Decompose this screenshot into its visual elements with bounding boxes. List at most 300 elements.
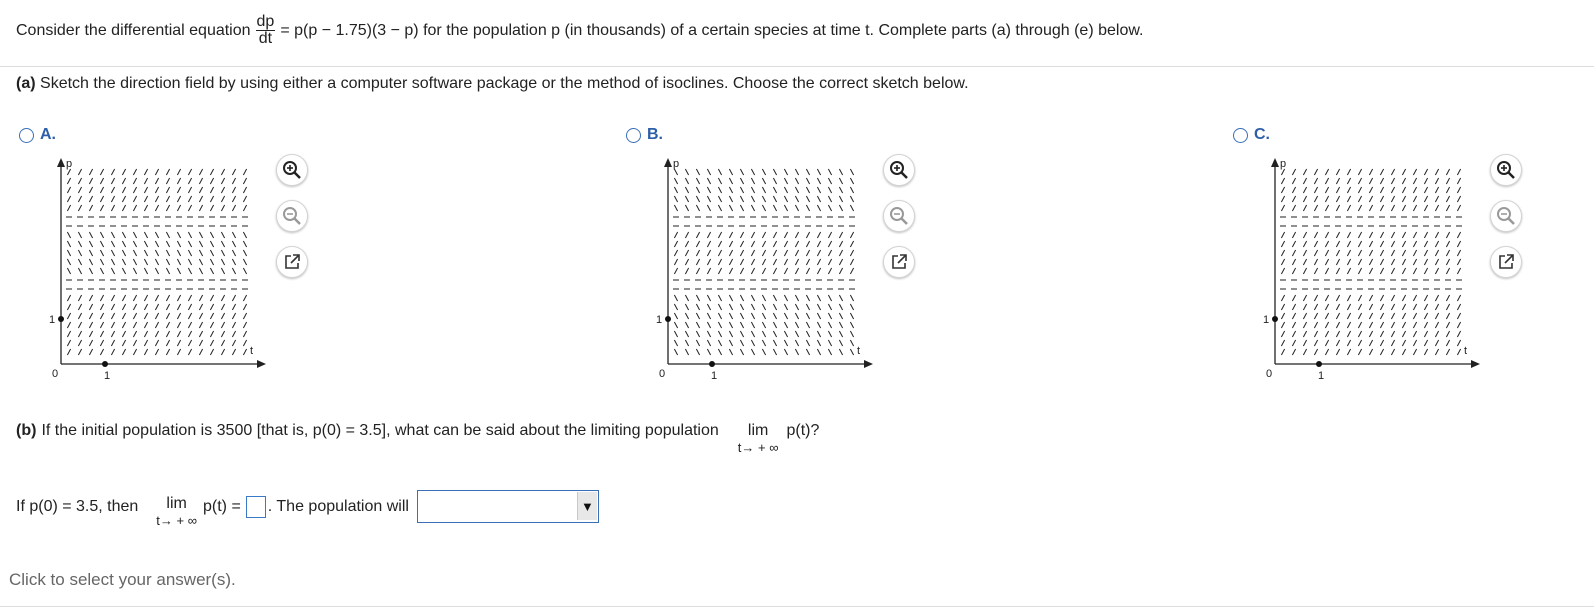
slope-segment: [166, 187, 169, 193]
slope-segment: [1358, 322, 1361, 328]
slope-segment: [166, 313, 169, 319]
part-b-prompt: [16, 422, 819, 455]
dropdown-arrow-icon[interactable]: ▼: [577, 492, 597, 520]
slope-segment: [155, 304, 158, 310]
slope-segment: [155, 250, 158, 256]
slope-segment: [232, 169, 235, 175]
slope-segment: [1380, 250, 1383, 256]
slope-segment: [762, 232, 765, 238]
population-behavior-dropdown[interactable]: [417, 490, 599, 523]
divider: [0, 66, 1594, 67]
slope-segment: [762, 313, 765, 319]
slope-segment: [806, 205, 809, 211]
slope-segment: [1336, 322, 1339, 328]
slope-segment: [1358, 241, 1361, 247]
slope-segment: [221, 268, 224, 274]
slope-segment: [243, 340, 246, 346]
popout-icon[interactable]: [883, 246, 915, 278]
slope-segment: [773, 241, 776, 247]
slope-segment: [67, 340, 70, 346]
slope-segment: [1347, 169, 1350, 175]
slope-segment: [696, 259, 699, 265]
slope-segment: [210, 205, 213, 211]
slope-segment: [1336, 205, 1339, 211]
slope-segment: [718, 196, 721, 202]
slope-segment: [199, 178, 202, 184]
slope-segment: [1413, 232, 1416, 238]
slope-segment: [1358, 250, 1361, 256]
zoom-in-icon[interactable]: [276, 154, 308, 186]
slope-segment: [1380, 268, 1383, 274]
part-b-answer-line: [16, 485, 599, 528]
slope-segment: [1325, 313, 1328, 319]
slope-segment: [696, 349, 699, 355]
slope-segment: [1402, 178, 1405, 184]
slope-segment: [707, 268, 710, 274]
slope-segment: [177, 250, 180, 256]
slope-segment: [1457, 340, 1460, 346]
slope-segment: [111, 196, 114, 202]
slope-segment: [1391, 196, 1394, 202]
slope-segment: [1325, 169, 1328, 175]
slope-segment: [177, 349, 180, 355]
t-tick-label: 1: [1318, 370, 1325, 382]
slope-segment: [67, 259, 70, 265]
slope-segment: [1336, 295, 1339, 301]
slope-segment: [1413, 178, 1416, 184]
radio-c[interactable]: [1233, 128, 1248, 143]
slope-segment: [1314, 268, 1317, 274]
limit-word: lim: [747, 422, 769, 439]
slope-segment: [122, 205, 125, 211]
slope-segment: [1380, 187, 1383, 193]
slope-segment: [707, 196, 710, 202]
slope-segment: [674, 250, 677, 256]
slope-segment: [729, 169, 732, 175]
slope-segment: [243, 313, 246, 319]
slope-segment: [232, 178, 235, 184]
slope-segment: [122, 268, 125, 274]
slope-segment: [751, 178, 754, 184]
slope-segment: [718, 187, 721, 193]
slope-segment: [100, 322, 103, 328]
slope-segment: [133, 187, 136, 193]
slope-segment: [232, 295, 235, 301]
slope-segment: [144, 250, 147, 256]
slope-segment: [1336, 169, 1339, 175]
slope-segment: [1457, 187, 1460, 193]
slope-segment: [817, 268, 820, 274]
slope-segment: [773, 331, 776, 337]
slope-segment: [773, 196, 776, 202]
slope-segment: [1380, 205, 1383, 211]
slope-segment: [839, 250, 842, 256]
slope-segment: [674, 349, 677, 355]
slope-segment: [773, 187, 776, 193]
option-c[interactable]: [1233, 126, 1270, 144]
slope-segment: [1281, 295, 1284, 301]
slope-segment: [199, 268, 202, 274]
slope-segment: [1402, 232, 1405, 238]
slope-segment: [100, 205, 103, 211]
slope-segment: [751, 196, 754, 202]
slope-segment: [1347, 322, 1350, 328]
option-a[interactable]: [19, 126, 56, 144]
slope-segment: [1424, 322, 1427, 328]
slope-segment: [1347, 349, 1350, 355]
slope-segment: [100, 169, 103, 175]
slope-segment: [685, 268, 688, 274]
slope-segment: [177, 232, 180, 238]
slope-segment: [1457, 331, 1460, 337]
slope-segment: [166, 295, 169, 301]
slope-segment: [1314, 304, 1317, 310]
slope-segment: [806, 196, 809, 202]
slope-segment: [210, 178, 213, 184]
slope-segment: [696, 196, 699, 202]
slope-segment: [751, 169, 754, 175]
slope-segment: [751, 295, 754, 301]
slope-segment: [685, 250, 688, 256]
fraction-numerator: dp: [256, 13, 275, 30]
slope-segment: [177, 340, 180, 346]
slope-segment: [243, 331, 246, 337]
slope-segment: [1391, 313, 1394, 319]
slope-segment: [89, 187, 92, 193]
slope-segment: [806, 313, 809, 319]
slope-segment: [1314, 322, 1317, 328]
slope-segment: [784, 349, 787, 355]
slope-segment: [1446, 250, 1449, 256]
limit-answer-input[interactable]: [246, 496, 266, 518]
slope-segment: [1424, 259, 1427, 265]
slope-segment: [188, 340, 191, 346]
slope-segment: [762, 322, 765, 328]
slope-segment: [1413, 241, 1416, 247]
slope-segment: [188, 331, 191, 337]
slope-segment: [1424, 268, 1427, 274]
slope-segment: [1446, 331, 1449, 337]
slope-segment: [78, 205, 81, 211]
limit-expression: p(t) =: [203, 497, 241, 515]
slope-segment: [78, 196, 81, 202]
slope-segment: [243, 187, 246, 193]
t-tick-dot: [1316, 361, 1322, 367]
slope-segment: [1303, 241, 1306, 247]
slope-segment: [839, 295, 842, 301]
slope-segment: [1314, 340, 1317, 346]
slope-segment: [806, 259, 809, 265]
slope-segment: [133, 322, 136, 328]
slope-segment: [1314, 313, 1317, 319]
slope-segment: [795, 259, 798, 265]
slope-segment: [1424, 178, 1427, 184]
zoom-out-icon[interactable]: [883, 200, 915, 232]
slope-segment: [177, 241, 180, 247]
slope-segment: [166, 349, 169, 355]
p-axis-arrow: [664, 158, 672, 167]
slope-segment: [111, 340, 114, 346]
slope-segment: [1292, 340, 1295, 346]
slope-segment: [67, 322, 70, 328]
slope-segment: [1347, 304, 1350, 310]
slope-segment: [773, 295, 776, 301]
slope-segment: [1358, 295, 1361, 301]
slope-segment: [122, 196, 125, 202]
bottom-divider: [0, 606, 1594, 607]
slope-segment: [1369, 313, 1372, 319]
slope-segment: [144, 196, 147, 202]
slope-segment: [67, 232, 70, 238]
slope-segment: [232, 196, 235, 202]
slope-segment: [221, 169, 224, 175]
zoom-in-icon[interactable]: [883, 154, 915, 186]
slope-segment: [78, 241, 81, 247]
slope-segment: [1292, 232, 1295, 238]
slope-segment: [1292, 205, 1295, 211]
p-tick-dot: [1272, 316, 1278, 322]
option-a-label: A.: [40, 126, 56, 143]
slope-segment: [762, 169, 765, 175]
slope-segment: [166, 232, 169, 238]
slope-segment: [685, 259, 688, 265]
slope-segment: [1391, 250, 1394, 256]
slope-segment: [729, 205, 732, 211]
slope-segment: [795, 268, 798, 274]
slope-segment: [1369, 187, 1372, 193]
slope-segment: [78, 331, 81, 337]
slope-segment: [850, 322, 853, 328]
slope-segment: [144, 187, 147, 193]
slope-segment: [232, 313, 235, 319]
slope-segment: [784, 331, 787, 337]
slope-segment: [740, 196, 743, 202]
slope-segment: [1281, 241, 1284, 247]
slope-segment: [839, 268, 842, 274]
slope-segment: [1325, 241, 1328, 247]
slope-segment: [1336, 187, 1339, 193]
slope-segment: [762, 349, 765, 355]
slope-segment: [1391, 340, 1394, 346]
slope-segment: [188, 268, 191, 274]
slope-segment: [1446, 187, 1449, 193]
slope-segment: [1303, 259, 1306, 265]
slope-segment: [828, 313, 831, 319]
slope-segment: [1402, 322, 1405, 328]
slope-segment: [817, 322, 820, 328]
slope-segment: [133, 178, 136, 184]
slope-segment: [696, 241, 699, 247]
slope-segment: [1358, 205, 1361, 211]
slope-segment: [1336, 178, 1339, 184]
slope-segment: [221, 187, 224, 193]
slope-segment: [1292, 169, 1295, 175]
zoom-out-icon[interactable]: [1490, 200, 1522, 232]
slope-segment: [133, 304, 136, 310]
slope-segment: [177, 268, 180, 274]
slope-segment: [839, 349, 842, 355]
slope-segment: [1424, 304, 1427, 310]
slope-segment: [1358, 304, 1361, 310]
zoom-out-icon[interactable]: [276, 200, 308, 232]
zoom-in-icon[interactable]: [1490, 154, 1522, 186]
slope-segment: [1424, 196, 1427, 202]
slope-segment: [1413, 259, 1416, 265]
slope-segment: [122, 250, 125, 256]
popout-icon[interactable]: [1490, 246, 1522, 278]
slope-segment: [795, 187, 798, 193]
slope-segment: [784, 250, 787, 256]
slope-segment: [784, 295, 787, 301]
slope-segment: [1325, 322, 1328, 328]
slope-segment: [89, 241, 92, 247]
slope-segment: [210, 349, 213, 355]
slope-segment: [1435, 295, 1438, 301]
slope-segment: [718, 313, 721, 319]
slope-segment: [232, 259, 235, 265]
slope-segment: [784, 187, 787, 193]
option-b[interactable]: [626, 126, 663, 144]
slope-segment: [850, 340, 853, 346]
slope-segment: [1325, 196, 1328, 202]
p-tick-label: 1: [49, 314, 56, 326]
slope-segment: [751, 205, 754, 211]
slope-segment: [1380, 196, 1383, 202]
t-axis-arrow: [257, 360, 266, 368]
slope-segment: [1380, 241, 1383, 247]
slope-segment: [850, 295, 853, 301]
part-b-text: If the initial population is 3500 [that is, p(0) = 3.5], what can be said about the limiting population: [41, 422, 719, 439]
slope-segment: [696, 304, 699, 310]
slope-segment: [166, 205, 169, 211]
slope-segment: [718, 205, 721, 211]
slope-segment: [78, 268, 81, 274]
slope-segment: [122, 304, 125, 310]
slope-segment: [1457, 313, 1460, 319]
limit-subscript: t→ + ∞: [737, 440, 779, 455]
slope-segment: [243, 178, 246, 184]
slope-segment: [100, 295, 103, 301]
slope-segment: [100, 232, 103, 238]
slope-segment: [199, 322, 202, 328]
slope-segment: [1413, 169, 1416, 175]
slope-segment: [729, 250, 732, 256]
slope-segment: [1314, 178, 1317, 184]
slope-segment: [685, 322, 688, 328]
slope-segment: [685, 241, 688, 247]
slope-segment: [839, 304, 842, 310]
slope-segment: [221, 250, 224, 256]
slope-segment: [729, 295, 732, 301]
slope-segment: [1380, 259, 1383, 265]
slope-segment: [210, 313, 213, 319]
slope-segment: [188, 205, 191, 211]
slope-segment: [210, 259, 213, 265]
slope-segment: [210, 340, 213, 346]
slope-segment: [78, 313, 81, 319]
slope-segment: [89, 196, 92, 202]
slope-segment: [729, 349, 732, 355]
slope-segment: [232, 331, 235, 337]
slope-segment: [696, 250, 699, 256]
limit-operator-answer: [156, 495, 197, 528]
radio-b[interactable]: [626, 128, 641, 143]
slope-segment: [817, 304, 820, 310]
slope-segment: [67, 331, 70, 337]
slope-segment: [199, 241, 202, 247]
slope-segment: [729, 304, 732, 310]
slope-segment: [122, 331, 125, 337]
slope-segment: [144, 313, 147, 319]
slope-segment: [685, 331, 688, 337]
slope-segment: [850, 304, 853, 310]
slope-segment: [751, 331, 754, 337]
slope-segment: [133, 241, 136, 247]
slope-segment: [1336, 304, 1339, 310]
popout-icon[interactable]: [276, 246, 308, 278]
t-axis-label: t: [857, 345, 861, 357]
slope-segment: [740, 169, 743, 175]
slope-segment: [707, 340, 710, 346]
slope-segment: [1457, 250, 1460, 256]
slope-segment: [155, 241, 158, 247]
slope-segment: [850, 169, 853, 175]
slope-segment: [67, 349, 70, 355]
slope-segment: [1303, 196, 1306, 202]
slope-segment: [1336, 241, 1339, 247]
slope-segment: [1391, 169, 1394, 175]
slope-segment: [751, 340, 754, 346]
slope-segment: [133, 340, 136, 346]
slope-segment: [199, 250, 202, 256]
slope-segment: [773, 169, 776, 175]
slope-segment: [1424, 313, 1427, 319]
direction-field-graph-a: [44, 150, 274, 385]
slope-segment: [1446, 232, 1449, 238]
slope-segment: [817, 205, 820, 211]
slope-segment: [1358, 349, 1361, 355]
slope-segment: [1303, 187, 1306, 193]
slope-segment: [806, 241, 809, 247]
slope-segment: [210, 241, 213, 247]
slope-segment: [177, 205, 180, 211]
footer-hint: Click to select your answer(s).: [9, 570, 236, 589]
slope-segment: [144, 322, 147, 328]
radio-a[interactable]: [19, 128, 34, 143]
slope-segment: [1347, 187, 1350, 193]
slope-segment: [806, 187, 809, 193]
slope-segment: [144, 241, 147, 247]
slope-segment: [1446, 169, 1449, 175]
p-axis-label: p: [673, 158, 680, 170]
slope-segment: [243, 250, 246, 256]
slope-segment: [210, 250, 213, 256]
slope-segment: [221, 196, 224, 202]
slope-segment: [718, 304, 721, 310]
slope-segment: [78, 232, 81, 238]
slope-segment: [784, 313, 787, 319]
slope-segment: [795, 322, 798, 328]
slope-segment: [89, 313, 92, 319]
slope-segment: [806, 178, 809, 184]
slope-segment: [232, 322, 235, 328]
slope-segment: [1424, 349, 1427, 355]
slope-segment: [111, 322, 114, 328]
slope-segment: [828, 259, 831, 265]
slope-segment: [828, 196, 831, 202]
t-axis-arrow: [864, 360, 873, 368]
slope-segment: [1325, 187, 1328, 193]
